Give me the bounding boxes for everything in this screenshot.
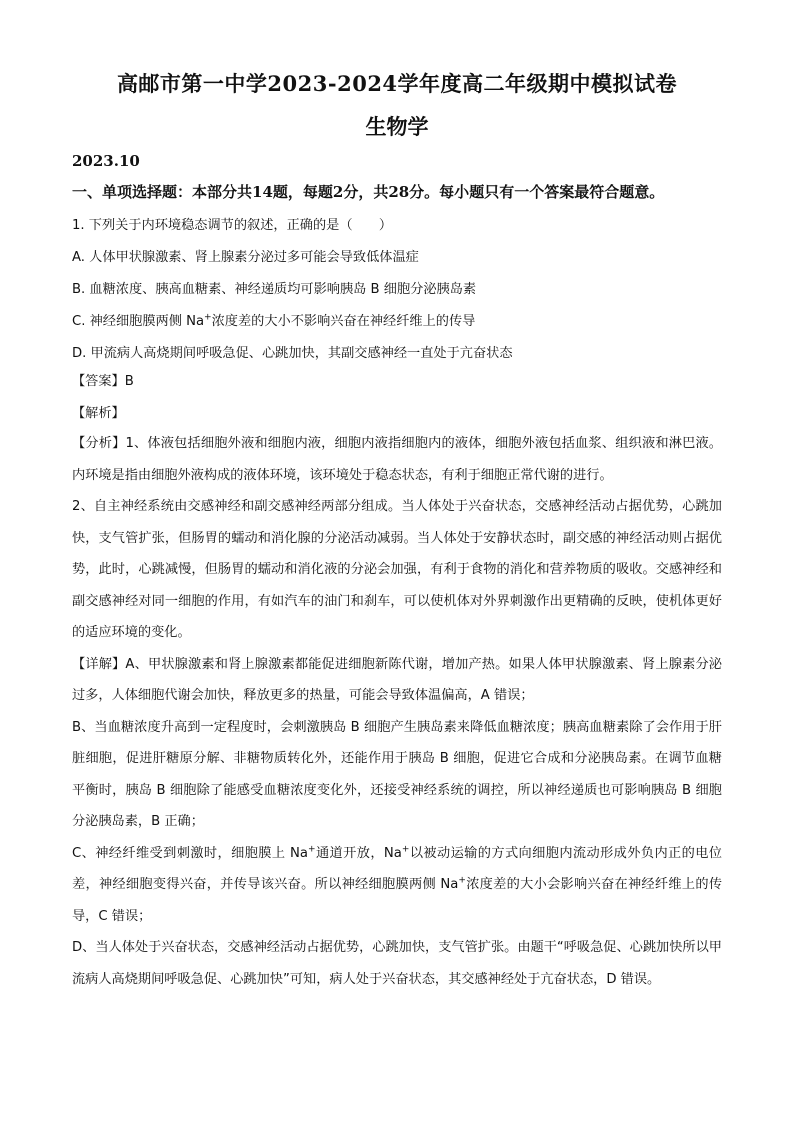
detail-paragraph-b: B、当血糖浓度升高到一定程度时，会刺激胰岛 B 细胞产生胰岛素来降低血糖浓度；胰高血糖素除了会作用于肝脏细胞，促进肝糖原分解、非糖物质转化外，还能作用于胰岛 B 细胞，促进它合成和分泌胰岛素。在调节血糖平衡时，胰岛 B 细胞除了能感受血糖浓度变化外，还接受神经系统的调控，所以神经递质也可影响胰岛 B 细胞分泌胰岛素，B 正确；	[72, 719, 722, 829]
analysis-paragraph-1	[72, 428, 722, 491]
analysis-section	[72, 428, 722, 995]
detail-paragraph-c	[72, 838, 722, 933]
option-a: A. 人体甲状腺激素、肾上腺素分泌过多可能会导致低体温症	[72, 250, 419, 265]
question-stem: 1. 下列关于内环境稳态调节的叙述，正确的是（ ）	[72, 218, 393, 233]
option-c-text-1: C. 神经细胞膜两侧 Na	[72, 314, 205, 329]
detail-paragraph-a	[72, 649, 722, 712]
exam-title: 高邮市第一中学2023-2024学年度高二年级期中模拟试卷	[116, 71, 678, 96]
detail-text-a: A、甲状腺激素和肾上腺激素都能促进细胞新陈代谢，增加产热。如果人体甲状腺激素、肾上腺素分泌过多，人体细胞代谢会加快，释放更多的热量，可能会导致体温偏高，A 错误；	[72, 656, 722, 703]
detail-c-text-3: 以被动运输的方式向细胞内流动形成外负内正的电位差，神经细胞变得兴奋，并传导该兴奋。所以神经细胞膜两侧 Na	[72, 845, 722, 892]
explanation-label: 【解析】	[72, 406, 125, 421]
analysis-text-1: 1、体液包括细胞外液和细胞内液，细胞内液指细胞内的液体，细胞外液包括血浆、组织液和淋巴液。内环境是指由细胞外液构成的液体环境，该环境处于稳态状态，有利于细胞正常代谢的进行。	[72, 436, 722, 483]
detail-tag: 【详解】	[72, 656, 126, 672]
exam-date: 2023.10	[72, 152, 140, 170]
section-heading: 一、单项选择题：本部分共14题，每题2分，共28分。每小题只有一个答案最符合题意。	[72, 183, 665, 201]
superscript-plus: +	[401, 844, 410, 855]
superscript-plus: +	[204, 312, 212, 323]
option-b: B. 血糖浓度、胰高血糖素、神经递质均可影响胰岛 B 细胞分泌胰岛素	[72, 282, 477, 297]
option-c	[72, 306, 722, 338]
detail-c-text-2: 通道开放，Na	[315, 845, 402, 861]
question-block	[72, 210, 722, 370]
option-c-text-2: 浓度差的大小不影响兴奋在神经纤维上的传导	[211, 314, 476, 329]
detail-c-text-4: 浓度差的大小会影响兴奋在神经纤维上的传导，C 错误；	[72, 877, 723, 924]
exam-subject: 生物学	[365, 114, 429, 139]
superscript-plus: +	[458, 875, 466, 886]
detail-c-text-1: C、神经纤维受到刺激时，细胞膜上 Na	[72, 845, 309, 861]
analysis-tag: 【分析】	[72, 436, 126, 451]
analysis-paragraph-2: 2、自主神经系统由交感神经和副交感神经两部分组成。当人体处于兴奋状态，交感神经活动占据优势，心跳加快，支气管扩张，但肠胃的蠕动和消化腺的分泌活动减弱。当人体处于安静状态时，副交感的神经活动则占据优势，此时，心跳减慢，但肠胃的蠕动和消化液的分泌会加强，有利于食物的消化和营养物质的吸收。交感神经和副交感神经对同一细胞的作用，有如汽车的油门和刹车，可以使机体对外界刺激作出更精确的反映，使机体更好的适应环境的变化。	[72, 499, 722, 640]
detail-paragraph-d: D、当人体处于兴奋状态，交感神经活动占据优势，心跳加快，支气管扩张。由题干“呼吸急促、心跳加快所以甲流病人高烧期间呼吸急促、心跳加快”可知，病人处于兴奋状态，其交感神经处于亢奋状态，D 错误。	[72, 940, 722, 987]
answer-label: 【答案】B	[72, 374, 134, 389]
option-d: D. 甲流病人高烧期间呼吸急促、心跳加快，其副交感神经一直处于亢奋状态	[72, 346, 513, 361]
superscript-plus: +	[308, 844, 316, 855]
answer-block	[72, 366, 722, 430]
